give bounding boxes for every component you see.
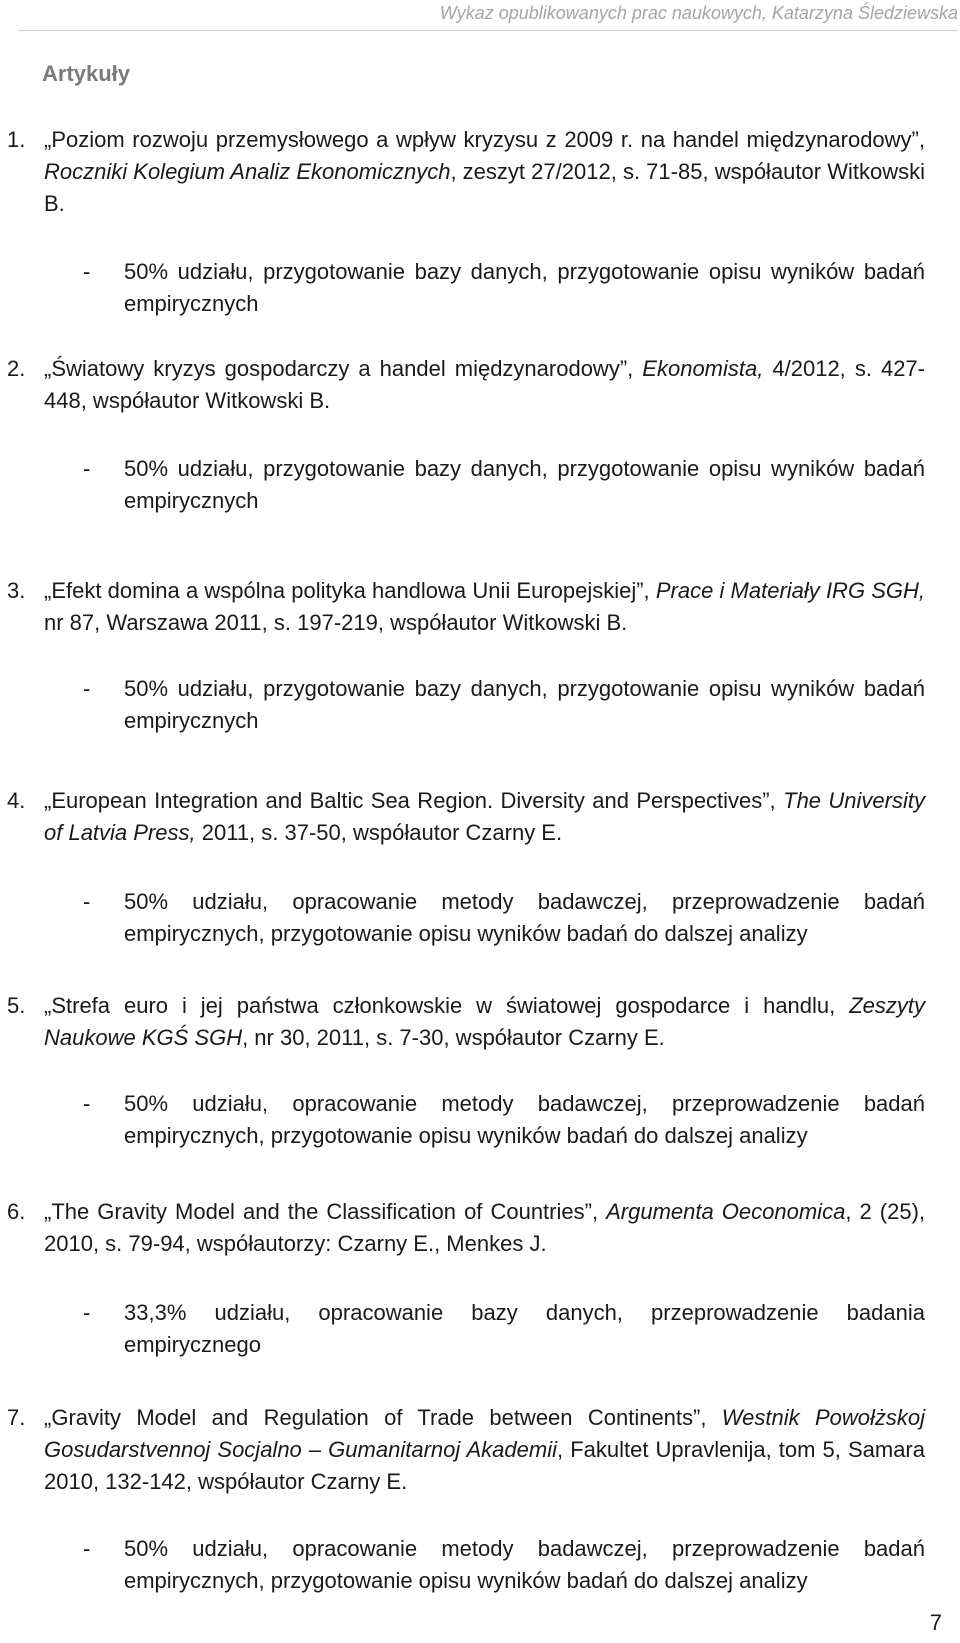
- item-citation: [44, 124, 925, 220]
- section-title: Artykuły: [42, 61, 131, 86]
- contribution-dash: -: [83, 259, 91, 284]
- item-title: „Strefa euro i jej państwa członkowskie w światowej gospodarce i handlu,: [44, 993, 850, 1018]
- item-citation: [44, 785, 925, 849]
- item-details: , Fakultet Upravlenija, tom 5, Samara 2010, 132-142, współautor Czarny E.: [44, 1437, 925, 1494]
- item-number: 4.: [7, 788, 26, 813]
- item-number: 5.: [7, 993, 26, 1018]
- contribution-dash: -: [83, 889, 91, 914]
- item-contribution: 50% udziału, opracowanie metody badawczej, przeprowadzenie badań empirycznych, przygotowanie opisu wyników badań do dalszej analizy: [124, 889, 925, 946]
- item-title: „Poziom rozwoju przemysłowego a wpływ kryzysu z 2009 r. na handel międzynarodowy”,: [44, 127, 925, 152]
- item-citation: [44, 1196, 925, 1260]
- contribution-dash: -: [83, 1536, 91, 1561]
- contribution-dash: -: [83, 1300, 91, 1325]
- item-contribution: 50% udziału, opracowanie metody badawczej, przeprowadzenie badań empirycznych, przygotowanie opisu wyników badań do dalszej analizy: [124, 1091, 925, 1148]
- item-citation: [44, 353, 925, 417]
- item-contribution: 50% udziału, przygotowanie bazy danych, przygotowanie opisu wyników badań empirycznych: [124, 259, 925, 316]
- item-details: , zeszyt 27/2012, s. 71-85, współautor Witkowski B.: [44, 159, 926, 216]
- item-details: , nr 30, 2011, s. 7-30, współautor Czarny E.: [242, 1025, 665, 1050]
- item-number: 6.: [7, 1199, 26, 1224]
- item-venue: Ekonomista,: [642, 356, 764, 381]
- item-contribution: 33,3% udziału, opracowanie bazy danych, przeprowadzenie badania empirycznego: [124, 1300, 925, 1357]
- item-title: „European Integration and Baltic Sea Region. Diversity and Perspectives”,: [44, 788, 784, 813]
- item-title: „Gravity Model and Regulation of Trade between Continents”,: [44, 1405, 722, 1430]
- item-number: 7.: [7, 1405, 26, 1430]
- item-venue: Prace i Materiały IRG SGH,: [655, 578, 925, 603]
- item-details: nr 87, Warszawa 2011, s. 197-219, współautor Witkowski B.: [44, 610, 628, 635]
- item-number: 3.: [7, 578, 26, 603]
- item-venue: Zeszyty Naukowe KGŚ SGH: [44, 993, 925, 1050]
- running-header: [18, 0, 958, 31]
- item-venue: Roczniki Kolegium Analiz Ekonomicznych: [44, 159, 451, 184]
- item-title: „The Gravity Model and the Classification of Countries”,: [44, 1199, 607, 1224]
- item-number: 1.: [7, 127, 26, 152]
- item-title: „Efekt domina a wspólna polityka handlowa Unii Europejskiej”,: [44, 578, 656, 603]
- item-number: 2.: [7, 356, 26, 381]
- item-venue: The University of Latvia Press,: [44, 788, 925, 845]
- contribution-dash: -: [83, 1091, 91, 1116]
- item-details: 2011, s. 37-50, współautor Czarny E.: [195, 820, 563, 845]
- item-citation: [44, 990, 925, 1054]
- item-citation: [44, 575, 925, 639]
- item-contribution: 50% udziału, przygotowanie bazy danych, przygotowanie opisu wyników badań empirycznych: [124, 456, 925, 513]
- contribution-dash: -: [83, 456, 91, 481]
- contribution-dash: -: [83, 676, 91, 701]
- item-citation: [44, 1402, 925, 1498]
- item-contribution: 50% udziału, opracowanie metody badawczej, przeprowadzenie badań empirycznych, przygotowanie opisu wyników badań do dalszej analizy: [124, 1536, 925, 1593]
- page-number: 7: [929, 1610, 942, 1635]
- item-contribution: 50% udziału, przygotowanie bazy danych, przygotowanie opisu wyników badań empirycznych: [124, 676, 925, 733]
- item-details: 4/2012, s. 427-448, współautor Witkowski B.: [44, 356, 925, 413]
- running-title: Wykaz opublikowanych prac naukowych, Katarzyna Śledziewska: [439, 3, 958, 23]
- item-details: , 2 (25), 2010, s. 79-94, współautorzy: Czarny E., Menkes J.: [44, 1199, 926, 1256]
- item-title: „Światowy kryzys gospodarczy a handel międzynarodowy”,: [44, 356, 643, 381]
- item-venue: Westnik Powołżskoj Gosudarstvennoj Socjalno – Gumanitarnoj Akademii: [44, 1405, 926, 1462]
- item-venue: Argumenta Oeconomica: [606, 1199, 846, 1224]
